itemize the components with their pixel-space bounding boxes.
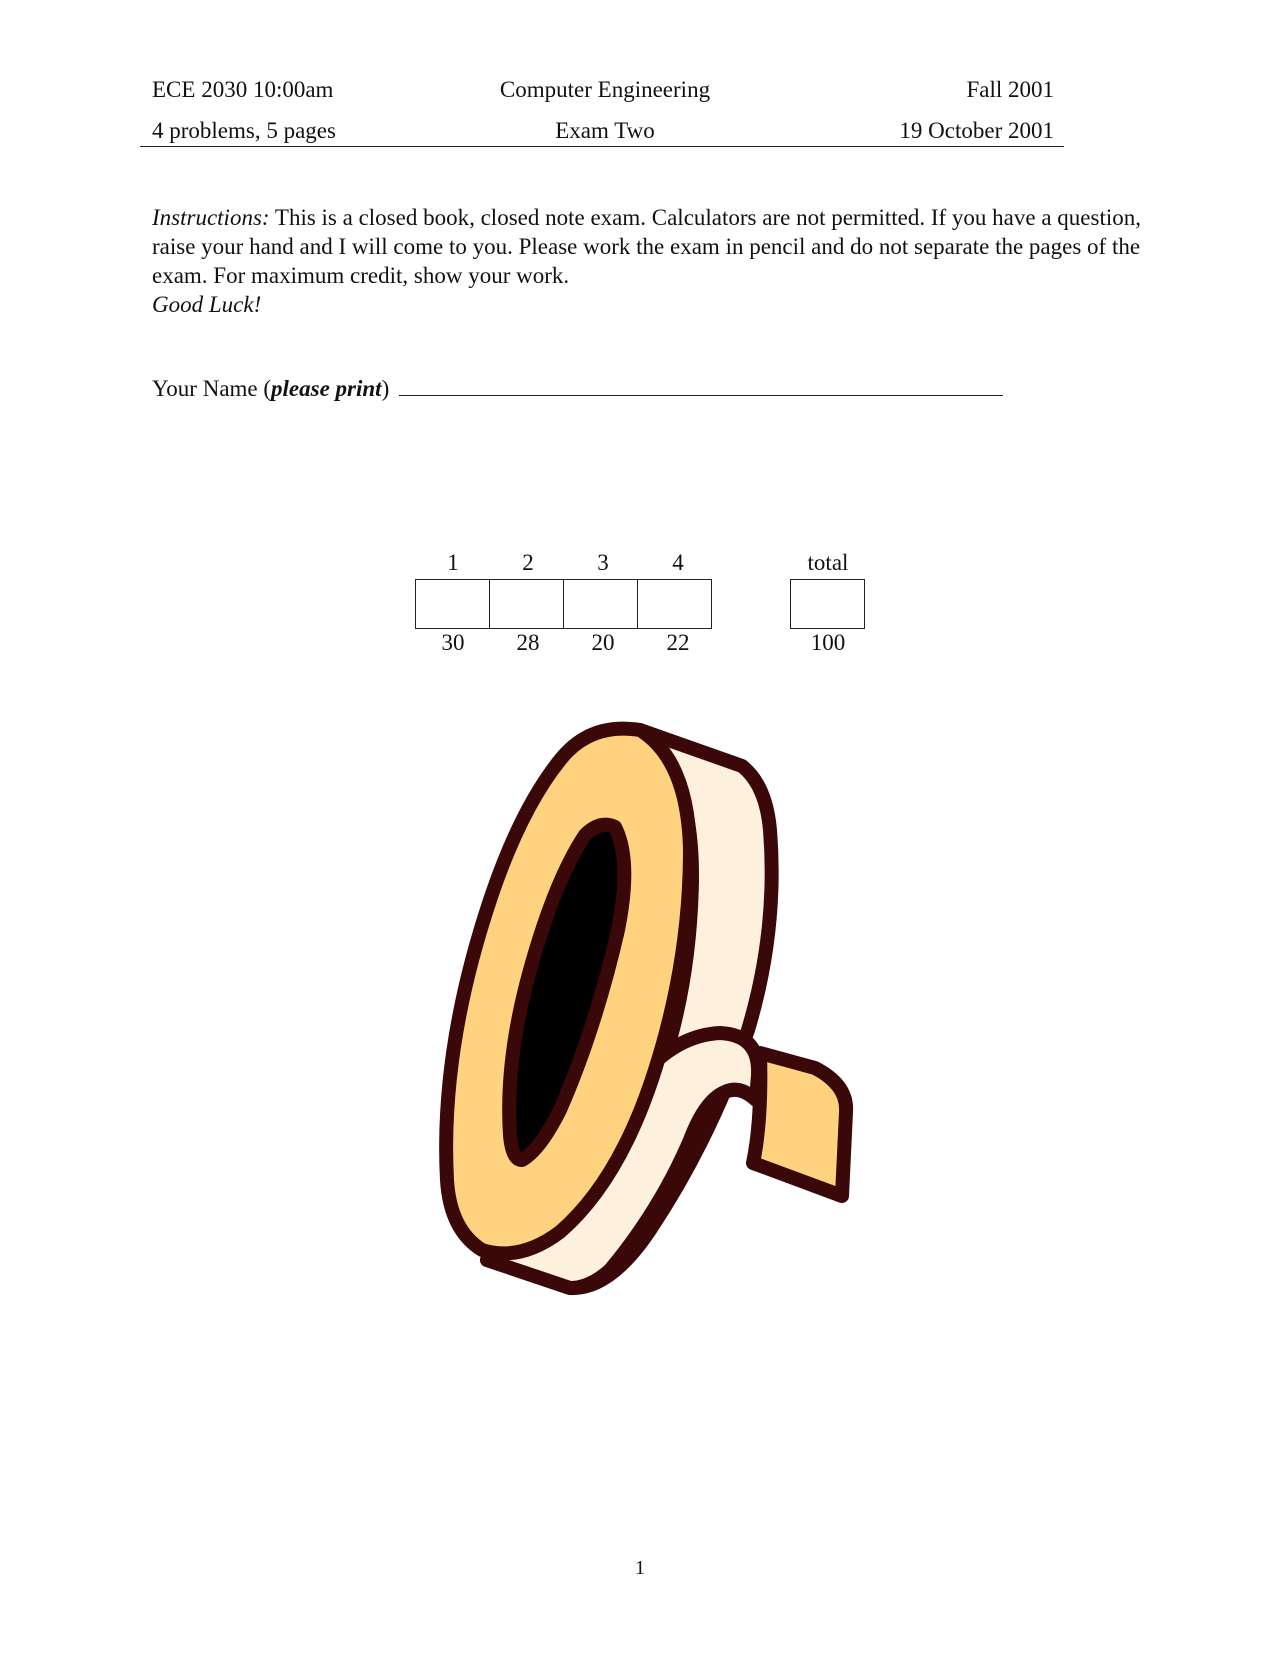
scope-label: 4 problems, 5 pages [152,118,336,143]
course-label: ECE 2030 10:00am [152,77,334,102]
problem-2-label: 2 [522,550,534,575]
problem-4-label: 4 [672,550,684,575]
problem-3-points: 20 [591,630,615,655]
tape-strip-end [753,1053,846,1196]
name-label-start: Your Name ( [152,376,272,401]
problem-4-points: 22 [666,630,690,655]
term-label: Fall 2001 [966,77,1054,102]
instructions-body: This is a closed book, closed note exam. Calculators are not permitted. If you have a question, raise your hand and I will come to you. Please work the exam in pencil and do not separate the pages of the exam. For maximum credit, show your work. [152,205,1141,288]
good-luck-text: Good Luck! [152,292,262,317]
problem-2-points: 28 [516,630,540,655]
name-label-emphasis: please print [271,376,382,401]
department-label: Computer Engineering [499,77,711,102]
problem-1-label: 1 [447,550,459,575]
problem-1-points: 30 [441,630,465,655]
total-points: 100 [810,630,846,655]
exam-title: Exam Two [555,118,655,143]
problem-3-label: 3 [597,550,609,575]
page-number: 1 [635,1557,645,1579]
total-label: total [807,550,849,575]
exam-date: 19 October 2001 [899,118,1054,143]
instructions-lead: Instructions: [152,205,270,230]
name-label-end: ) [381,376,390,401]
